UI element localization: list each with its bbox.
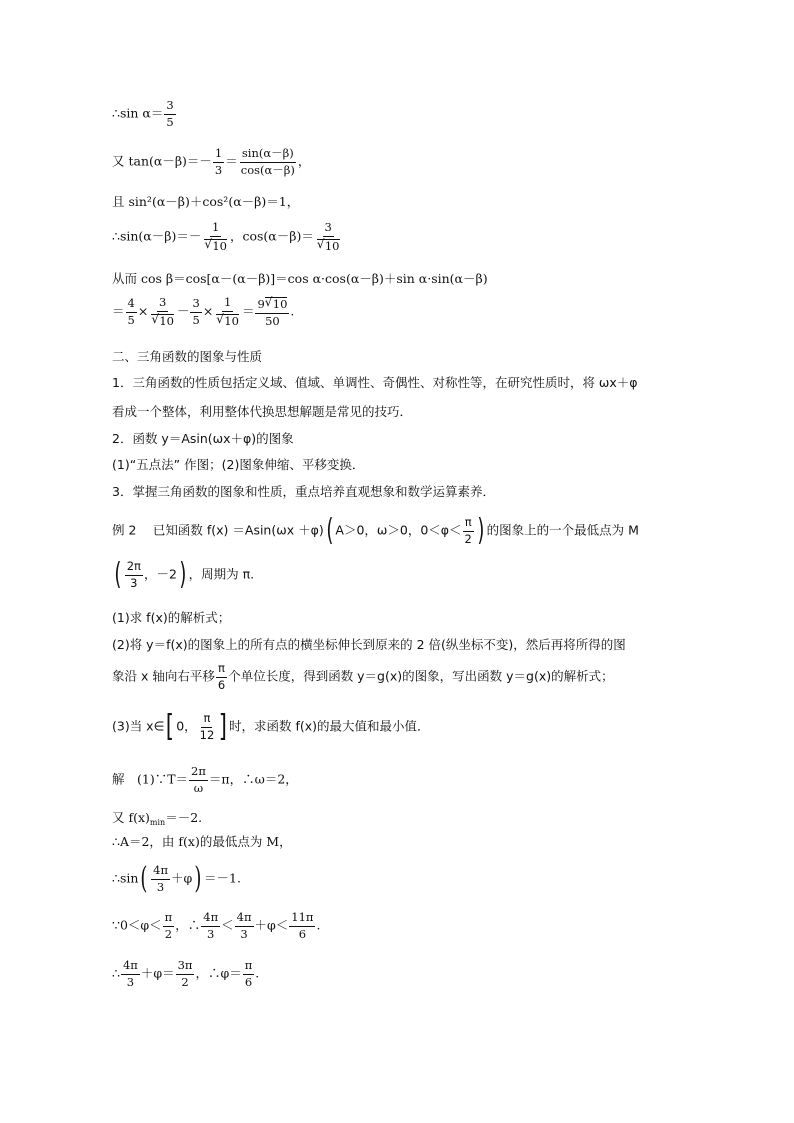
text: ＝	[112, 303, 125, 319]
fraction	[216, 663, 227, 691]
denominator: 50	[265, 313, 280, 328]
fraction	[315, 222, 342, 252]
line-cos-beta	[112, 273, 488, 286]
fraction	[151, 865, 170, 893]
right-bracket: ]	[219, 709, 228, 744]
text: ＝－1.	[204, 870, 241, 886]
sqrt: √ 10	[151, 314, 174, 328]
numerator: 4π	[201, 912, 220, 927]
denominator: 3	[130, 575, 138, 590]
fraction	[255, 297, 289, 327]
fraction	[121, 960, 140, 988]
numerator: sin(α－β)	[240, 148, 296, 163]
text: (2)将 y＝f(x)的图象上的所有点的横坐标伸长到原来的 2 倍(纵坐标不变)，然后再将所得的图	[112, 637, 626, 652]
text: ∴sin	[112, 870, 139, 886]
text: ∴sin(α－β)＝－	[112, 228, 202, 244]
fraction	[202, 222, 229, 252]
left-bracket: [	[166, 709, 175, 744]
text: ∵0＜φ＜	[112, 917, 162, 933]
text: 又 tan(α－β)＝－	[112, 153, 212, 169]
text: 个单位长度，得到函数 y＝g(x)的图象，写出函数 y＝g(x)的解析式；	[228, 668, 614, 684]
paragraph-3	[112, 459, 364, 472]
solution-line-6	[112, 960, 259, 988]
text: ＝	[241, 303, 255, 319]
subscript: min	[149, 818, 166, 827]
denominator: 3	[214, 162, 223, 177]
text: ＝	[225, 153, 238, 169]
denominator: 3	[207, 926, 215, 941]
fraction	[235, 912, 254, 940]
denominator: 6	[244, 974, 253, 989]
solution-line-1	[112, 766, 298, 794]
numerator: 1	[213, 148, 224, 163]
text: ∴sin α＝	[112, 105, 164, 121]
right-paren: )	[179, 557, 187, 592]
numerator: π	[216, 663, 227, 678]
question-1	[112, 612, 230, 625]
text: 1．三角函数的性质包括定义域、值域、单调性、奇偶性、对称性等，在研究性质时，将 ωx＋φ	[112, 375, 638, 390]
denominator: 2	[181, 974, 189, 989]
example-line-1	[112, 513, 639, 548]
text: 的图象上的一个最低点为 M	[486, 522, 639, 538]
text: 2．函数 y＝Asin(ωx＋φ)的图象	[112, 431, 294, 446]
fraction	[213, 148, 224, 176]
text: 且 sin²(α－β)＋cos²(α－β)＝1，	[112, 194, 300, 209]
text: 看成一个整体，利用整体代换思想解题是常见的技巧．	[112, 404, 413, 419]
sqrt: √ 10	[265, 297, 288, 311]
solution-line-3	[112, 836, 292, 849]
text: 时，求函数 f(x)的最大值和最小值．	[229, 718, 430, 734]
numerator: 3π	[176, 960, 195, 975]
question-2b	[112, 663, 614, 691]
text: .	[255, 965, 260, 981]
text: 0，	[176, 718, 197, 734]
numerator	[255, 297, 289, 314]
denominator: 3	[126, 974, 135, 989]
sqrt: √ 10	[204, 239, 227, 253]
question-3	[112, 709, 430, 744]
left-paren: (	[326, 513, 334, 548]
sqrt: √ 10	[216, 314, 239, 328]
right-paren: )	[194, 861, 202, 896]
denominator: 3	[156, 879, 165, 894]
line-result	[112, 297, 294, 327]
text: ＋φ	[171, 870, 193, 886]
numerator: 3	[164, 100, 175, 115]
denominator: 5	[166, 114, 174, 129]
text: 例 2 已知函数 f(x) ＝Asin(ωx ＋φ)	[112, 522, 324, 538]
text: .	[290, 303, 295, 319]
fraction	[243, 960, 255, 988]
text: 3．掌握三角函数的图象和性质，重点培养直观想象和数学运算素养．	[112, 484, 495, 499]
text: ＝－2.	[165, 810, 203, 825]
numerator: 4π	[151, 865, 170, 880]
text: (3)当 x∈	[112, 718, 165, 734]
fraction	[126, 298, 137, 326]
fraction	[125, 561, 143, 589]
text: ，∴	[175, 917, 201, 933]
fraction	[176, 960, 195, 988]
text: ＜	[221, 917, 234, 933]
text: ＋φ＝	[140, 965, 175, 981]
numerator: π	[163, 912, 175, 927]
line-identity	[112, 196, 299, 209]
fraction	[198, 713, 217, 741]
numerator: 2π	[189, 766, 208, 781]
example-line-2	[112, 557, 255, 592]
sqrt: √ 10	[317, 239, 340, 253]
fraction	[149, 297, 176, 327]
text: 解 (1)∵T＝	[112, 771, 189, 787]
line-sin-alpha	[112, 100, 177, 128]
denominator: 6	[217, 677, 226, 692]
text: 象沿 x 轴向右平移	[112, 668, 215, 684]
left-paren: (	[140, 861, 148, 896]
paragraph-2	[112, 433, 294, 446]
solution-line-5	[112, 912, 320, 940]
numerator: 4	[126, 298, 137, 313]
numerator: π	[201, 713, 212, 728]
text: 从而 cos β＝cos[α－(α－β)]＝cos α·cos(α－β)＋sin α·sin(α－β)	[112, 271, 488, 286]
text: (1)求 f(x)的解析式；	[112, 610, 231, 625]
solution-line-4	[112, 861, 241, 896]
line-tan	[112, 148, 310, 176]
denominator	[202, 237, 229, 253]
text: ×	[137, 303, 149, 319]
text: ，	[297, 153, 311, 169]
numerator: 3	[190, 298, 201, 313]
denominator: cos(α－β)	[240, 162, 295, 177]
text: .	[316, 917, 321, 933]
numerator: 4π	[235, 912, 254, 927]
denominator	[149, 312, 176, 328]
text: 二、三角函数的图象与性质	[112, 349, 263, 364]
numerator: 1	[222, 297, 233, 312]
text: ＋φ＜	[254, 917, 289, 933]
fraction	[214, 297, 241, 327]
paragraph-1a	[112, 377, 638, 390]
text: 9	[257, 297, 265, 311]
denominator: 12	[199, 727, 215, 742]
fraction	[189, 766, 208, 794]
fraction	[201, 912, 220, 940]
fraction	[164, 100, 175, 128]
fraction	[163, 912, 175, 940]
numerator: π	[463, 517, 474, 532]
denominator: ω	[193, 780, 204, 795]
numerator: 3	[157, 297, 168, 312]
text: ＝π，∴ω＝2，	[208, 771, 298, 787]
numerator: 2π	[125, 561, 143, 576]
denominator: 3	[240, 926, 248, 941]
paragraph-4	[112, 486, 495, 499]
denominator	[315, 237, 342, 253]
section-heading	[112, 351, 262, 364]
text: ∴	[112, 965, 120, 981]
fraction	[190, 298, 201, 326]
text: A＞0，ω＞0，0＜φ＜	[335, 522, 462, 538]
text: ，周期为 π.	[188, 566, 255, 582]
text: ，∴φ＝	[195, 965, 242, 981]
fraction	[239, 148, 297, 176]
numerator: 1	[210, 222, 221, 237]
denominator: 2	[464, 531, 472, 546]
denominator	[214, 312, 241, 328]
text: －	[176, 303, 190, 319]
text: 又 f(x)	[112, 810, 150, 825]
text: ，－2	[143, 566, 177, 582]
denominator: 5	[127, 312, 135, 327]
numerator: 4π	[121, 960, 140, 975]
line-values	[112, 222, 343, 252]
text: (1)“五点法” 作图；(2)图象伸缩、平移变换．	[112, 457, 365, 472]
paragraph-1b	[112, 406, 412, 419]
solution-line-2	[112, 812, 202, 827]
denominator: 6	[298, 926, 307, 941]
text: ×	[202, 303, 214, 319]
numerator: 3	[323, 222, 334, 237]
numerator: 11π	[289, 912, 315, 927]
right-paren: )	[477, 513, 485, 548]
fraction	[463, 517, 474, 545]
fraction	[289, 912, 315, 940]
denominator: 2	[164, 926, 173, 941]
question-2a	[112, 639, 626, 652]
denominator: 5	[192, 312, 200, 327]
left-paren: (	[114, 557, 122, 592]
text: ∴A＝2，由 f(x)的最低点为 M，	[112, 834, 292, 849]
numerator: π	[243, 960, 255, 975]
text: ，cos(α－β)＝	[229, 228, 314, 244]
